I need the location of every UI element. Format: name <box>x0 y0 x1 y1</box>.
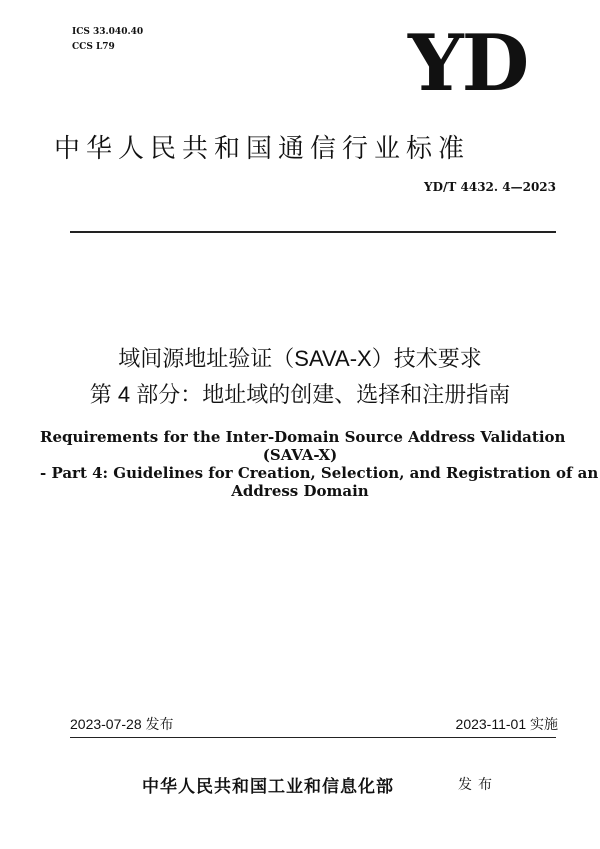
standard-category-title: 中华人民共和国通信行业标准 <box>54 133 471 163</box>
chinese-title-line-1: 域间源地址验证（SAVA-X）技术要求 <box>118 346 482 371</box>
implementation-date: 2023-11-01 实施 <box>455 716 558 732</box>
english-title-line-3: - Part 4: Guidelines for Creation, Selection, and Registration of an <box>40 464 599 482</box>
issue-date: 2023-07-28 发布 <box>70 716 174 732</box>
ccs-code: CCS L79 <box>72 42 115 52</box>
top-divider <box>70 231 556 233</box>
issuing-authority: 中华人民共和国工业和信息化部 <box>142 777 394 797</box>
ics-code: ICS 33.040.40 <box>72 27 144 37</box>
yd-logo: YD <box>408 18 528 109</box>
standard-number: YD/T 4432. 4—2023 <box>424 180 556 194</box>
english-title-line-4: Address Domain <box>231 482 369 500</box>
chinese-title-line-2: 第 4 部分：地址域的创建、选择和注册指南 <box>89 382 511 407</box>
english-title-line-1: Requirements for the Inter-Domain Source Address Validation <box>40 428 566 446</box>
issue-action: 发布 <box>458 776 498 792</box>
english-title-line-2: (SAVA-X) <box>262 446 338 464</box>
bottom-divider <box>70 737 556 738</box>
